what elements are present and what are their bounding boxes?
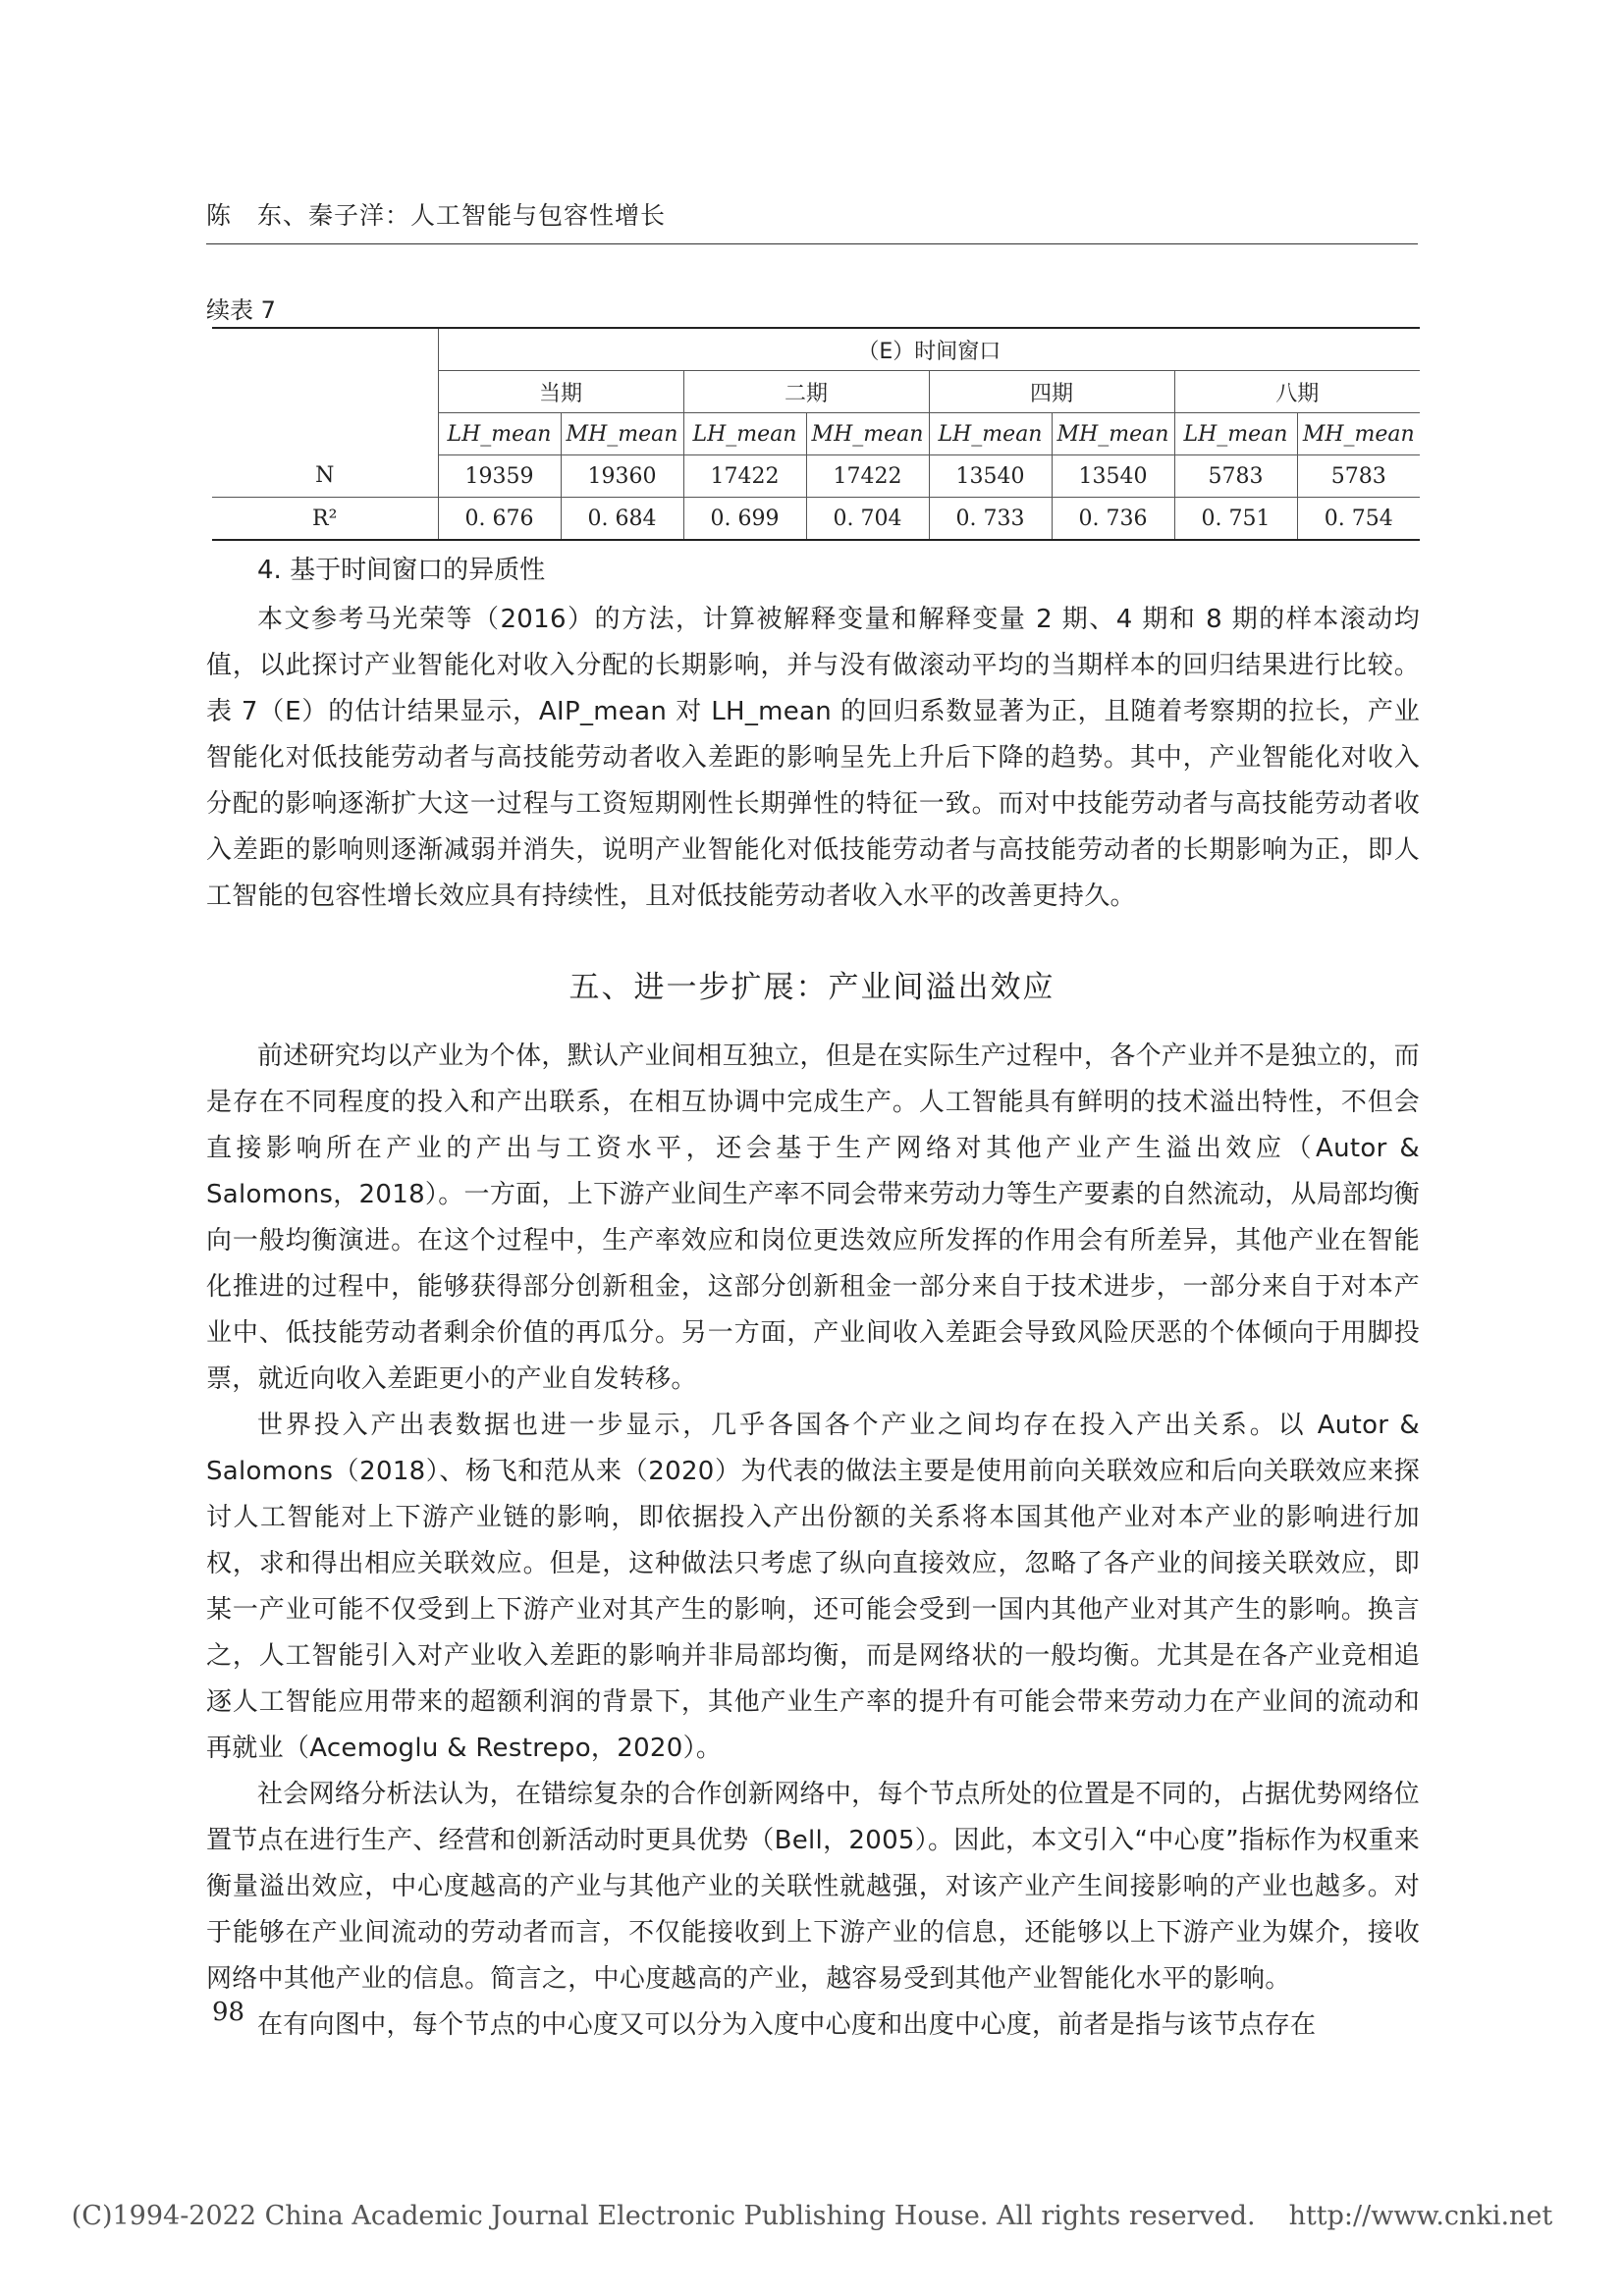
group-header: 四期 (929, 371, 1174, 413)
body-paragraph: 在有向图中，每个节点的中心度又可以分为入度中心度和出度中心度，前者是指与该节点存在 (257, 2010, 1317, 2040)
table-cell: 0. 754 (1297, 498, 1420, 541)
row-label: N (212, 455, 438, 498)
copyright-text: (C)1994-2022 China Academic Journal Electronic Publishing House. All rights reserved. (71, 2201, 1256, 2231)
footer-url[interactable]: http://www.cnki.net (1288, 2201, 1553, 2231)
footer (0, 2201, 1624, 2231)
table-cell: 13540 (1052, 455, 1174, 498)
column-header: MH_mean (561, 413, 683, 455)
table-cell: 0. 751 (1174, 498, 1297, 541)
table-caption: 续表 7 (206, 296, 276, 324)
group-header: 当期 (438, 371, 683, 413)
paragraph-block-4 (206, 597, 1420, 920)
table-subheader-row (212, 413, 1420, 455)
table-cell: 0. 733 (929, 498, 1052, 541)
table-cell: 17422 (683, 455, 806, 498)
table-row (212, 455, 1420, 498)
table-cell: 19359 (438, 455, 561, 498)
table-cell: 0. 684 (561, 498, 683, 541)
table-cell: 0. 676 (438, 498, 561, 541)
table-cell: 19360 (561, 455, 683, 498)
page-number: 98 (212, 1998, 245, 2027)
table-header-row (212, 328, 1420, 371)
running-head: 陈 东、秦子洋：人工智能与包容性增长 (206, 201, 667, 230)
body-paragraph: 本文参考马光荣等（2016）的方法，计算被解释变量和解释变量 2 期、4 期和 8 期的样本滚动均值，以此探讨产业智能化对收入分配的长期影响，并与没有做滚动平均的当期样本的回归结果进行比较。表 7（E）的估计结果显示，AIP_mean 对 LH_mean 的回归系数显著为正，且随着考察期的拉长，产业智能化对低技能劳动者与高技能劳动者收入差距的影响呈先上升后下降的趋势。其中，产业智能化对收入分配的影响逐渐扩大这一过程与工资短期刚性长期弹性的特征一致。而对中技能劳动者与高技能劳动者收入差距的影响则逐渐减弱并消失，说明产业智能化对低技能劳动者与高技能劳动者的长期影响为正，即人工智能的包容性增长效应具有持续性，且对低技能劳动者收入水平的改善更持久。 (206, 605, 1420, 911)
table-row (212, 498, 1420, 541)
column-header: LH_mean (683, 413, 806, 455)
column-header: LH_mean (1174, 413, 1297, 455)
header-rule (206, 243, 1418, 244)
row-label: R² (212, 498, 438, 541)
table-cell: 0. 736 (1052, 498, 1174, 541)
table-group-row (212, 371, 1420, 413)
column-header: MH_mean (1297, 413, 1420, 455)
paragraph-block-5 (206, 1034, 1420, 2049)
subsection-heading: 4. 基于时间窗口的异质性 (257, 556, 546, 585)
table-stub-header (212, 328, 438, 371)
column-header: LH_mean (929, 413, 1052, 455)
group-header: 八期 (1174, 371, 1420, 413)
table-cell: 13540 (929, 455, 1052, 498)
group-header: 二期 (683, 371, 929, 413)
table-cell: 5783 (1330, 463, 1386, 489)
body-paragraph: 社会网络分析法认为，在错综复杂的合作创新网络中，每个节点所处的位置是不同的，占据优势网络位置节点在进行生产、经营和创新活动时更具优势（Bell，2005）。因此，本文引入“中心度”指标作为权重来衡量溢出效应，中心度越高的产业与其他产业的关联性就越强，对该产业产生间接影响的产业也越多。对于能够在产业间流动的劳动者而言，不仅能接收到上下游产业的信息，还能够以上下游产业为媒介，接收网络中其他产业的信息。简言之，中心度越高的产业，越容易受到其他产业智能化水平的影响。 (206, 1780, 1420, 1994)
column-header: MH_mean (1052, 413, 1174, 455)
body-paragraph: 前述研究均以产业为个体，默认产业间相互独立，但是在实际生产过程中，各个产业并不是独立的，而是存在不同程度的投入和产出联系，在相互协调中完成生产。人工智能具有鲜明的技术溢出特性，不但会直接影响所在产业的产出与工资水平，还会基于生产网络对其他产业产生溢出效应（Autor & Salomons，2018）。一方面，上下游产业间生产率不同会带来劳动力等生产要素的自然流动，从局部均衡向一般均衡演进。在这个过程中，生产率效应和岗位更迭效应所发挥的作用会有所差异，其他产业在智能化推进的过程中，能够获得部分创新租金，这部分创新租金一部分来自于技术进步，一部分来自于对本产业中、低技能劳动者剩余价值的再瓜分。另一方面，产业间收入差距会导致风险厌恶的个体倾向于用脚投票，就近向收入差距更小的产业自发转移。 (206, 1041, 1420, 1394)
section-title: 五、进一步扩展：产业间溢出效应 (568, 970, 1056, 1005)
results-table (212, 327, 1420, 541)
table-cell: 17422 (806, 455, 929, 498)
table-cell: 0. 699 (683, 498, 806, 541)
table-cell: 5783 (1174, 455, 1297, 498)
body-paragraph: 世界投入产出表数据也进一步显示，几乎各国各个产业之间均存在投入产出关系。以 Autor & Salomons（2018）、杨飞和范从来（2020）为代表的做法主要是使用前向关联效应和后向关联效应来探讨人工智能对上下游产业链的影响，即依据投入产出份额的关系将本国其他产业对本产业的影响进行加权，求和得出相应关联效应。但是，这种做法只考虑了纵向直接效应，忽略了各产业的间接关联效应，即某一产业可能不仅受到上下游产业对其产生的影响，还可能会受到一国内其他产业对其产生的影响。换言之，人工智能引入对产业收入差距的影响并非局部均衡，而是网络状的一般均衡。尤其是在各产业竞相追逐人工智能应用带来的超额利润的背景下，其他产业生产率的提升有可能会带来劳动力在产业间的流动和再就业（Acemoglu & Restrepo，2020）。 (206, 1411, 1421, 1763)
table-cell: 0. 704 (806, 498, 929, 541)
column-header: MH_mean (806, 413, 929, 455)
column-header: LH_mean (438, 413, 561, 455)
panel-title: （E）时间窗口 (438, 328, 1420, 371)
